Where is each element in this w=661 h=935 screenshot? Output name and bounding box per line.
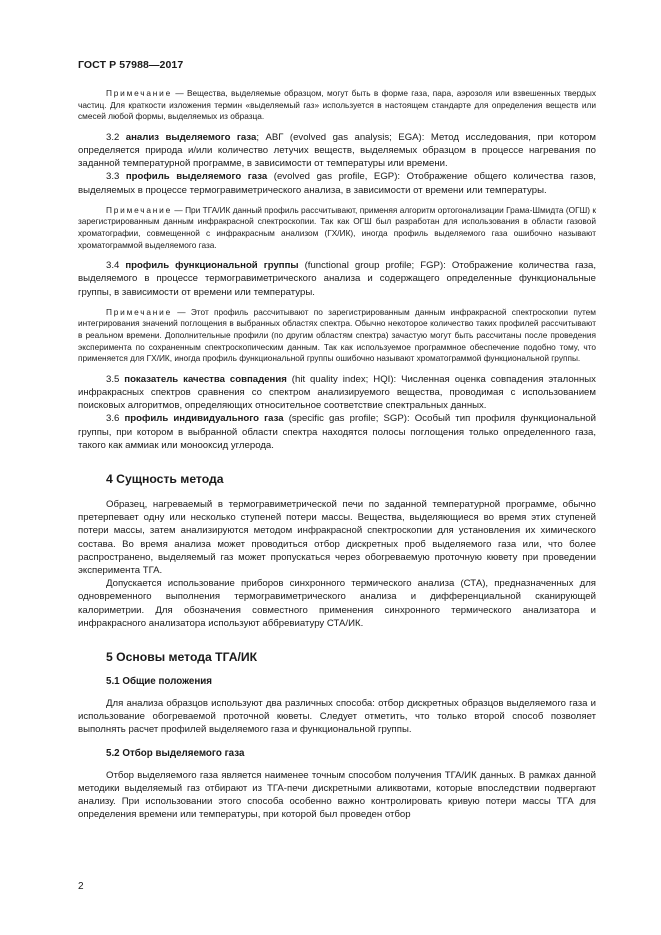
section-5-2-paragraph: Отбор выделяемого газа является наименее точным способом получения ТГА/ИК данных. В рамках данной методики выделяемый газ отбирают из ТГА-печи дискретными аликвотами, которые впоследствии подвергают анализу. При использовании этого способа особенно важно контролировать кривую потери массы ТГА для определения времени или температуры, при которой был проведен отбор: [78, 769, 596, 821]
clause-number: 3.3: [106, 171, 126, 183]
definition-text: (functional group profile; FGP): Отображение количества газа, выделяемого в процессе термогравиметрического анализа и содержащего определенные функциональные группы, в зависимости от времени или температуры.: [78, 260, 597, 298]
clause-number: 3.4: [106, 260, 126, 272]
section-4-title: 4 Сущность метода: [106, 471, 224, 486]
term: профиль выделяемого газа: [125, 171, 268, 183]
definition-text: (hit quality index; HQI): Численная оценка совпадения эталонных инфракрасных спектров сравнения со спектром анализируемого вещества, проводимая с использованием поисковых алгоритмов, определяющих относительное соответствие спектральных данных.: [78, 373, 596, 412]
note-label: Примечание: [106, 306, 173, 317]
page-content: [78, 88, 596, 821]
note-dash: —: [172, 306, 191, 317]
note-3: [78, 307, 596, 365]
note-1: [78, 88, 596, 123]
note-2: [78, 205, 596, 251]
definition-3-3: [78, 170, 596, 196]
definition-text: (evolved gas profile, EGP): Отображение общего количества газов, выделяемых в процессе термогравиметрического анализа, в зависимости от времени или температуры.: [78, 171, 596, 196]
note-text: Этот профиль рассчитывают по зарегистрированным данным инфракрасной спектроскопии путем интегрирования значений поглощения в выбранных областях спектра. Обычно некоторое количество таких профилей рассчитывают в реальном времени. Дополнительные профили (по другим областям спектра) зачастую могут быть рассчитаны после проведения эксперимента по сохраненным спектроскопическим данным. Так как используемое программное обеспечение подобно тому, что применяется для ГХ/ИК, иногда профиль функциональной группы ошибочно называют хроматограммой функциональной группы.: [78, 306, 596, 364]
section-4-paragraph-2: Допускается использование приборов синхронного термического анализа (СТА), предназначенных для одновременного выполнения термогравиметрического анализа и дифференциальной сканирующей калориметрии. Для обозначения совместного применения синхронного термического анализатора и инфракрасного анализатора используют аббревиатуру СТА/ИК.: [78, 578, 596, 629]
note-text: Вещества, выделяемые образцом, могут быть в форме газа, пара, аэрозоля или взвешенных твердых частиц. Для краткости изложения термин «выделяемый газ» используется в настоящем стандарте для определения веществ или смесей любой формы, выделяемых из образца.: [78, 88, 596, 122]
definition-text: ; АВГ (evolved gas analysis; EGA): Метод исследования, при котором определяется природа и/или количество летучих веществ, выделяемых образцом в процессе нагревания по заданной температурной программе, в зависимости от температуры или времени.: [78, 131, 596, 170]
clause-number: 3.5: [106, 373, 125, 385]
definition-3-2: [78, 131, 596, 171]
definition-text: (specific gas profile; SGP): Особый тип профиля функциональной группы, при котором в выбранной области спектра находятся полосы поглощения только определенного газа, такого как аммиак или монооксид углерода.: [78, 413, 596, 451]
section-5-1-paragraph: Для анализа образцов используют два различных способа: отбор дискретных образцов выделяемого газа и использование обогреваемой проточной кюветы. Следует отметить, что только второй способ позволяет выполнять расчет профилей выделяемого газа и функциональной группы.: [78, 698, 596, 736]
definition-3-5: [78, 373, 596, 413]
note-label: Примечание: [106, 204, 173, 215]
term: профиль функциональной группы: [125, 260, 299, 272]
term: анализ выделяемого газа: [125, 131, 257, 143]
note-dash: —: [172, 88, 187, 98]
standard-code: ГОСТ Р 57988—2017: [78, 59, 184, 71]
section-5-title: 5 Основы метода ТГА/ИК: [106, 650, 258, 664]
term: показатель качества совпадения: [124, 373, 287, 385]
section-5-2-title: 5.2 Отбор выделяемого газа: [106, 747, 245, 759]
page-number: 2: [78, 881, 84, 892]
note-text: При ТГА/ИК данный профиль рассчитывают, применяя алгоритм ортогонализации Грама-Шмидта (ОГШ) к зарегистрированным данным инфракрасной спектроскопии. Так как ОГШ был разработан для использования в области газовой хроматографии, совмещенной с инфракрасным анализом (ГХ/ИК), иногда профиль выделяемого газа ошибочно называют хроматограммой выделяемого газа.: [78, 204, 596, 250]
term: профиль индивидуального газа: [124, 413, 284, 425]
section-5-1-title: 5.1 Общие положения: [106, 676, 213, 687]
clause-number: 3.2: [106, 131, 126, 143]
section-4-paragraph-1: Образец, нагреваемый в термогравиметрической печи по заданной температурной программе, обычно претерпевает одну или несколько ступеней потери массы. Вещества, выделяющиеся во время этих ступеней потери массы, затем анализируются методом инфракрасной спектроскопии для установления их химического состава. Во время анализа может проводиться отбор дискретных проб выделяемого газа или, что более распространено, выделяемый газ может пропускаться через обогреваемую проточную кювету при проведении эксперимента ТГА.: [78, 498, 596, 576]
definition-3-6: [78, 412, 596, 452]
clause-number: 3.6: [106, 413, 125, 425]
note-dash: —: [172, 204, 186, 215]
note-label: Примечание: [106, 88, 173, 98]
definition-3-4: [78, 259, 596, 299]
